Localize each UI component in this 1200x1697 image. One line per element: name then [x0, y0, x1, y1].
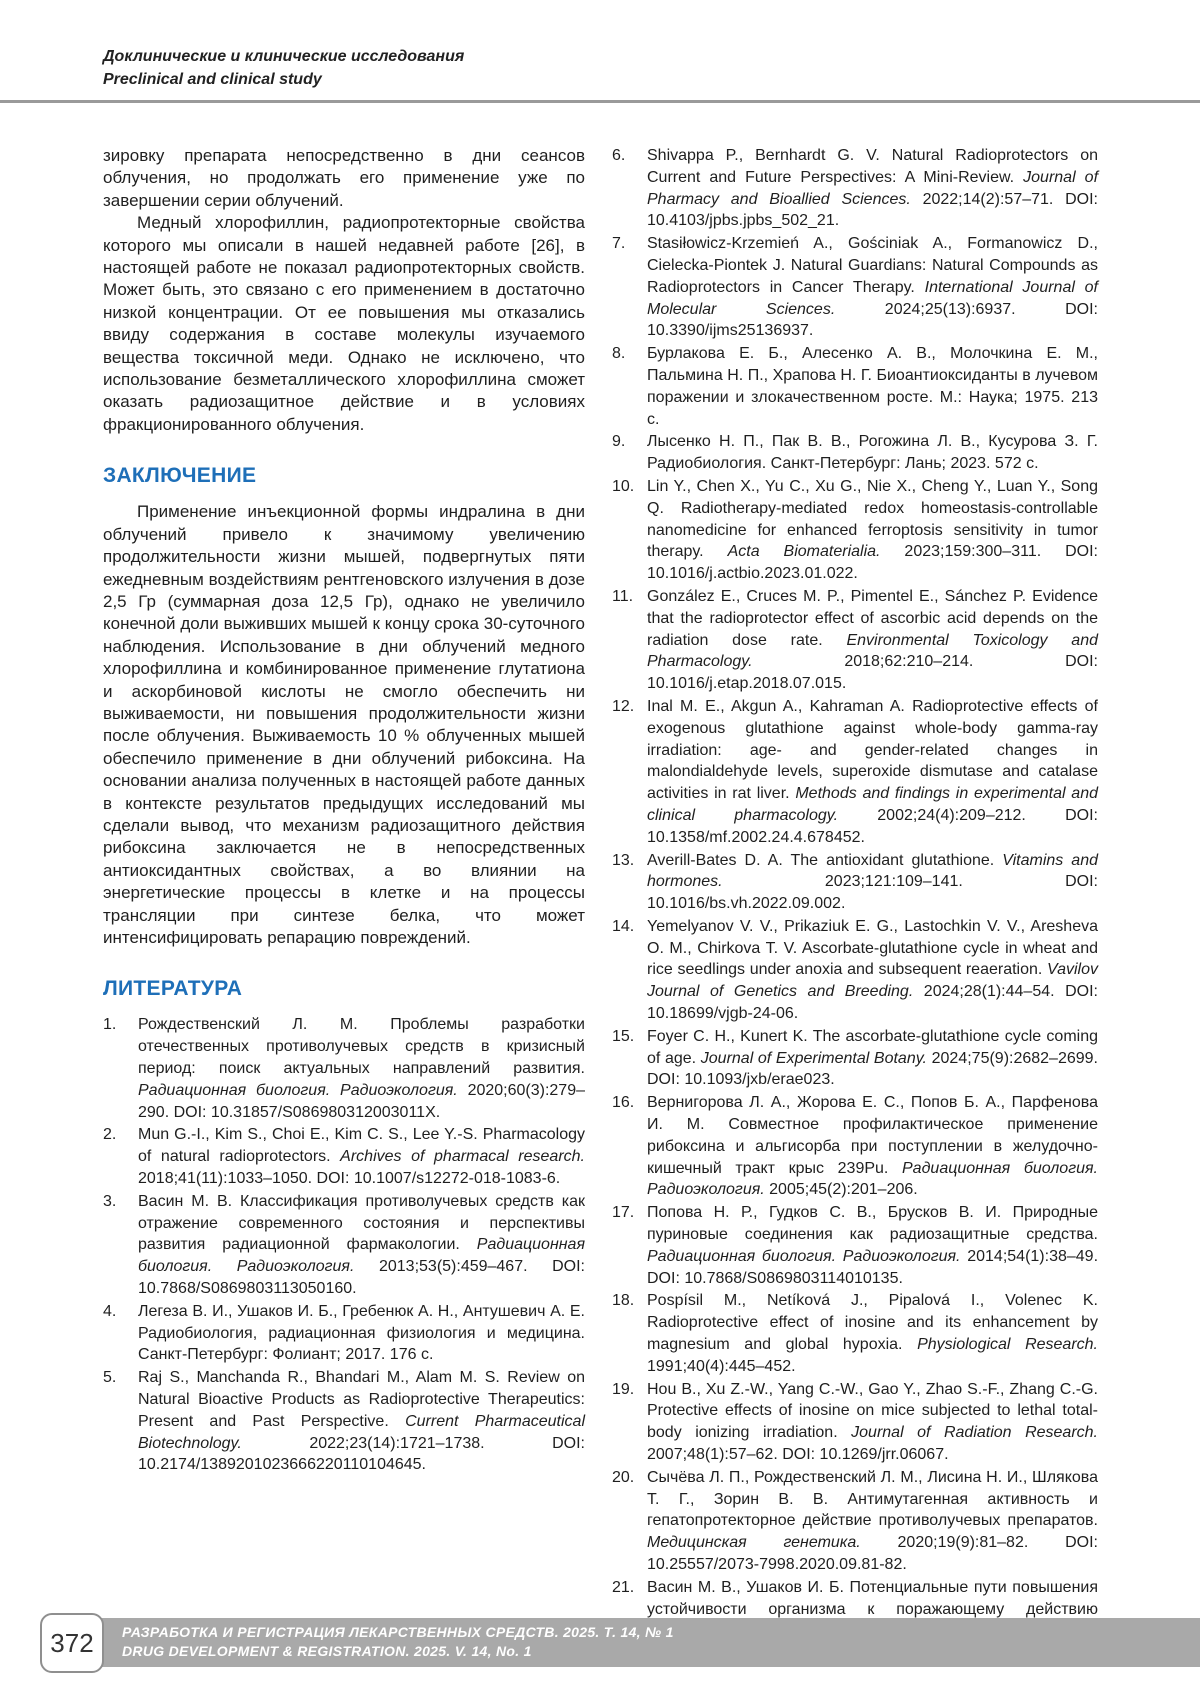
reference-text: Лысенко Н. П., Пак В. В., Рогожина Л. В., Кусурова З. Г. Радиобиология. Санкт-Петербург: Лань; 2023. 572 с.: [647, 433, 1098, 473]
reference-text: Raj S., Manchanda R., Bhandari M., Alam M. S. Review on Natural Bioactive Products as Radioprotective Therapeutics: Present and Past Perspective.: [138, 1369, 585, 1430]
reference-number: 21.: [612, 1578, 635, 1596]
reference-number: 9.: [612, 433, 626, 451]
reference-details: 2018;62:210–214. DOI: 10.1016/j.etap.2018.07.015.: [647, 653, 1098, 693]
reference-text: Рождественский Л. М. Проблемы разработки отечественных противолучевых средств в кризисный период: поиск актуальных направлений развития.: [138, 1016, 585, 1077]
reference-item: [612, 233, 1098, 342]
reference-details: 2002;24(4):209–212. DOI: 10.1358/mf.2002.24.4.678452.: [647, 806, 1098, 846]
reference-text: Васин М. В. Классификация противолучевых средств как отражение современного состояния и перспективы развития радиационной фармакологии.: [138, 1192, 585, 1254]
reference-journal: International Journal of Molecular Sciences.: [647, 278, 1098, 318]
reference-text: Shivappa P., Bernhardt G. V. Natural Radioprotectors on Current and Future Perspectives: A Mini-Review.: [647, 147, 1098, 186]
reference-item: [103, 1367, 585, 1476]
reference-item: [612, 1467, 1098, 1576]
reference-item: [612, 696, 1098, 849]
reference-item: [612, 1290, 1098, 1377]
reference-text: Yemelyanov V. V., Prikaziuk E. G., Lastochkin V. V., Aresheva O. M., Chirkova T. V. Ascorbate-glutathione cycle in wheat and rice seedlings under anoxia and subsequent reaeration.: [647, 917, 1098, 979]
reference-number: 20.: [612, 1468, 635, 1486]
reference-number: 5.: [103, 1369, 117, 1387]
reference-journal: Vitamins and hormones.: [647, 851, 1099, 891]
reference-text: Stasiłowicz-Krzemień A., Gościniak A., Formanowicz D., Cielecka-Piontek J. Natural Guardians: Natural Compounds as Radioprotectors in Cancer Therapy.: [647, 235, 1098, 296]
reference-item: [612, 1202, 1098, 1289]
reference-number: 7.: [612, 235, 626, 253]
reference-number: 14.: [612, 917, 635, 935]
reference-journal: Journal of Experimental Botany.: [700, 1049, 927, 1067]
reference-details: 2022;23(14):1721–1738. DOI: 10.2174/1389201023666220110104645.: [138, 1434, 585, 1474]
reference-number: 17.: [612, 1204, 635, 1222]
reference-details: 2022;14(2):57–71. DOI: 10.4103/jpbs.jpbs_502_21.: [647, 190, 1098, 230]
reference-item: [612, 916, 1098, 1025]
reference-number: 18.: [612, 1292, 635, 1310]
reference-details: 2020;60(3):279–290. DOI: 10.31857/S086980312003011X.: [138, 1081, 585, 1121]
footer-journal-en: DRUG DEVELOPMENT & REGISTRATION. 2025. V. 14, No. 1: [122, 1643, 532, 1659]
reference-details: 2023;159:300–311. DOI: 10.1016/j.actbio.2023.01.022.: [647, 543, 1098, 583]
reference-journal: Current Pharmaceutical Biotechnology.: [138, 1412, 585, 1452]
reference-text: Вернигорова Л. А., Жорова Е. С., Попов Б. А., Парфенова И. М. Совместное профилактическое применение рибоксина и альгисорба при поступлении в желудочно-кишечный тракт крыс 239Pu.: [647, 1094, 1098, 1177]
reference-journal: Радиационная биология. Радиоэкология.: [138, 1236, 585, 1276]
reference-list-right: [612, 145, 1098, 1642]
reference-number: 11.: [612, 587, 634, 605]
reference-number: 8.: [612, 345, 626, 363]
reference-details: 2024;75(9):2682–2699. DOI: 10.1093/jxb/erae023.: [647, 1049, 1098, 1089]
reference-number: 2.: [103, 1126, 117, 1144]
right-column: [612, 145, 1098, 1643]
reference-text: González E., Cruces M. P., Pimentel E., Sánchez P. Evidence that the radioprotector effect of ascorbic acid depends on the radiation dose rate.: [647, 587, 1098, 649]
references-heading: ЛИТЕРАТУРА: [103, 977, 243, 1001]
reference-journal: Journal of Radiation Research.: [851, 1424, 1098, 1442]
reference-list-left: [103, 1014, 585, 1476]
reference-details: 2005;45(2):201–206.: [764, 1181, 918, 1199]
reference-number: 19.: [612, 1380, 635, 1398]
reference-text: Mun G.-I., Kim S., Choi E., Kim C. S., Lee Y.-S. Pharmacology of natural radioprotectors.: [138, 1126, 585, 1166]
reference-text: Васин М. В., Ушаков И. Б. Потенциальные пути повышения устойчивости организма к поражающему действию: [647, 1578, 1098, 1618]
reference-item: [612, 145, 1098, 232]
reference-item: [612, 1379, 1098, 1466]
reference-item: [103, 1191, 585, 1300]
conclusion-heading: ЗАКЛЮЧЕНИЕ: [103, 464, 257, 488]
reference-item: [103, 1301, 585, 1366]
reference-text: Легеза В. И., Ушаков И. Б., Гребенюк А. Н., Антушевич А. Е. Радиобиология, радиационная физиология и медицина. Санкт-Петербург: Фолиант; 2017. 176 с.: [138, 1302, 585, 1364]
reference-item: [612, 476, 1098, 585]
reference-item: [612, 343, 1098, 430]
reference-number: 6.: [612, 147, 626, 164]
conclusion-paragraph: Применение инъекционной формы индралина в дни облучений привело к значимому увеличению продолжительности жизни мышей, подвергнутых пяти ежедневным воздействиям рентгеновского излучения в дозе 2,5 Гр (суммарная доза 12,5 Гр), однако не увеличило конечной доли выживших мышей к концу срока 30-суточного наблюдения. Использование в дни облучений медного хлорофиллина и комбинированное применение глутатиона и аскорбиновой кислоты не смогло обеспечить ни выживаемости, ни повышения продолжительности жизни после облучения. Выживаемость 10 % облученных мышей обеспечило применение в дни облучений рибоксина. На основании анализа полученных в настоящей работе данных в контексте результатов предыдущих исследований мы сделали вывод, что механизм радиозащитного действия рибоксина заключается не в непосредственных антиоксидантных свойствах, а во влиянии на энергетические процессы в клетке и на процессы трансляции при синтезе белка, что может интенсифицировать репарацию повреждений.: [103, 502, 585, 947]
reference-details: 2024;25(13):6937. DOI: 10.3390/ijms25136937.: [647, 300, 1098, 340]
reference-number: 10.: [612, 477, 635, 495]
left-column: [103, 145, 585, 1477]
reference-text: Lin Y., Chen X., Yu C., Xu G., Nie X., Cheng Y., Luan Y., Song Q. Radiotherapy-mediated redox homeostasis-controllable nanomedicine for enhanced ferroptosis sensitivity in tumor therapy.: [647, 477, 1098, 561]
reference-journal: Vavilov Journal of Genetics and Breeding.: [647, 961, 1098, 1001]
reference-details: 1991;40(4):445–452.: [647, 1357, 796, 1375]
reference-journal: Радиационная биология. Радиоэкология.: [647, 1159, 1098, 1199]
reference-item: [612, 586, 1098, 695]
reference-text: Pospísil M., Netíková J., Pipalová I., Volenec K. Radioprotective effect of inosine and its enhancement by magnesium and global hypoxia.: [647, 1292, 1098, 1354]
reference-number: 12.: [612, 697, 635, 715]
page-number: 372: [40, 1613, 104, 1673]
running-header-en: Preclinical and clinical study: [103, 71, 322, 88]
reference-journal: Медицинская генетика.: [647, 1534, 861, 1552]
reference-details: 2013;53(5):459–467. DOI: 10.7868/S0869803113050160.: [138, 1258, 586, 1297]
reference-journal: Радиационная биология. Радиоэкология.: [647, 1247, 961, 1265]
running-header-ru: Доклинические и клинические исследования: [103, 48, 465, 65]
reference-number: 4.: [103, 1302, 117, 1320]
footer-journal-info: [122, 1623, 674, 1661]
reference-text: Foyer C. H., Kunert K. The ascorbate-glutathione cycle coming of age.: [647, 1027, 1098, 1067]
header-divider: [0, 100, 1200, 103]
reference-item: [103, 1124, 585, 1189]
body-paragraph: Медный хлорофиллин, радиопротекторные свойства которого мы описали в нашей недавней работе [26], в настоящей работе не показал радиопротекторных свойств. Может быть, это связано с его применением в достаточно низкой концентрации. От ее повышения мы отказались ввиду содержания в составе молекулы изучаемого вещества токсичной меди. Однако не исключено, что использование безметаллического хлорофиллина сможет оказать радиозащитное действие и в условиях фракционированного облучения.: [103, 213, 585, 434]
reference-journal: Physiological Research.: [917, 1336, 1098, 1354]
reference-journal: Радиационная биология. Радиоэкология.: [138, 1081, 458, 1099]
reference-item: [103, 1014, 585, 1123]
reference-number: 16.: [612, 1094, 635, 1112]
reference-journal: Acta Biomaterialia.: [727, 543, 881, 561]
reference-number: 3.: [103, 1192, 117, 1210]
reference-journal: Methods and findings in experimental and clinical pharmacology.: [647, 785, 1099, 824]
reference-text: Inal M. E., Akgun A., Kahraman A. Radioprotective effects of exogenous glutathione against whole-body gamma-ray irradiation: age- and gender-related changes in malondialdehyde levels, superoxide dismutase and catalase activities in rat liver.: [647, 697, 1098, 803]
reference-number: 1.: [103, 1016, 117, 1034]
reference-item: [612, 850, 1098, 915]
reference-text: Попова Н. Р., Гудков С. В., Брусков В. И. Природные пуриновые соединения как радиозащитные средства.: [647, 1204, 1098, 1244]
reference-text: Сычёва Л. П., Рождественский Л. М., Лисина Н. И., Шлякова Т. Г., Зорин В. В. Антимутагенная активность и гепатопротекторное действие противолучевых препаратов.: [647, 1468, 1098, 1530]
reference-details: 2018;41(11):1033–1050. DOI: 10.1007/s12272-018-1083-6.: [138, 1169, 561, 1187]
running-header: [103, 45, 464, 91]
footer-journal-ru: РАЗРАБОТКА И РЕГИСТРАЦИЯ ЛЕКАРСТВЕННЫХ СРЕДСТВ. 2025. Т. 14, № 1: [122, 1624, 674, 1640]
body-paragraph: зировку препарата непосредственно в дни сеансов облучения, но продолжать его применение уже по завершении серии облучений.: [103, 146, 585, 210]
reference-details: 2024;28(1):44–54. DOI: 10.18699/vjgb-24-06.: [647, 983, 1098, 1023]
reference-details: 2007;48(1):57–62. DOI: 10.1269/jrr.06067.: [647, 1446, 949, 1464]
reference-number: 13.: [612, 851, 635, 869]
reference-item: [612, 1026, 1098, 1091]
reference-text: Averill-Bates D. A. The antioxidant glutathione.: [647, 851, 1003, 869]
reference-number: 15.: [612, 1027, 635, 1045]
reference-details: 2020;19(9):81–82. DOI: 10.25557/2073-7998.2020.09.81-82.: [647, 1534, 1099, 1573]
reference-text: Hou B., Xu Z.-W., Yang C.-W., Gao Y., Zhao S.-F., Zhang C.-G. Protective effects of inosine on mice subjected to lethal total-body ionizing irradiation.: [647, 1380, 1098, 1442]
reference-item: [612, 431, 1098, 475]
reference-journal: Environmental Toxicology and Pharmacology.: [647, 631, 1099, 671]
reference-details: 2014;54(1):38–49. DOI: 10.7868/S0869803114010135.: [647, 1247, 1099, 1287]
reference-text: Бурлакова Е. Б., Алесенко А. В., Молочкина Е. М., Пальмина Н. П., Храпова Н. Г. Биоантиоксиданты в лучевом поражении и злокачественном росте. М.: Наука; 1975. 213 с.: [647, 345, 1098, 428]
reference-journal: Journal of Pharmacy and Bioallied Sciences.: [647, 168, 1099, 208]
reference-item: [612, 1092, 1098, 1201]
reference-details: 2023;121:109–141. DOI: 10.1016/bs.vh.2022.09.002.: [647, 873, 1098, 913]
reference-journal: Archives of pharmacal research.: [340, 1148, 585, 1166]
